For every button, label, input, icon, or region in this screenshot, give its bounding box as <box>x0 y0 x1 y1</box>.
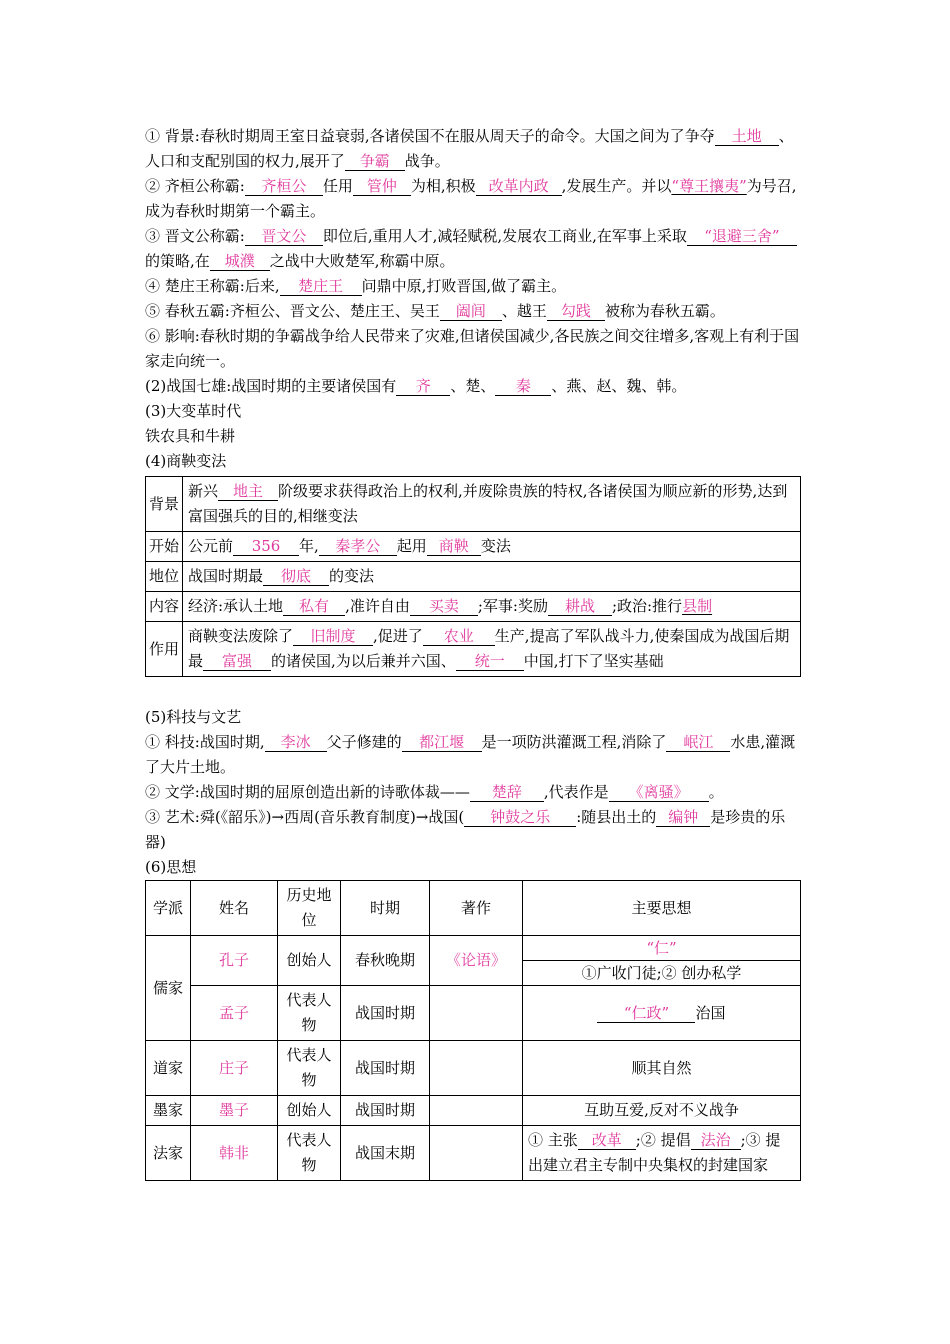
answer-blank: 齐桓公 <box>261 177 307 195</box>
school-cell: 墨家 <box>146 1096 191 1126</box>
table-row <box>146 1096 801 1126</box>
answer-blank: 改革内政 <box>488 177 549 195</box>
table-row <box>146 936 801 961</box>
technology-line: ① 科技:战国时期, 李冰 父子修建的 都江堰 是一项防洪灌溉工程,消除了 岷江 水患,灌溉了大片土地。 <box>145 733 796 776</box>
qi-huangong-line: ② 齐桓公称霸: 齐桓公 任用 管仲 为相,积极 改革内政 ,发展生产。并以“尊王攘夷”为号召,成为春秋时期第一个霸主。 <box>145 177 797 220</box>
thought-schools-table <box>145 880 801 1181</box>
answer-blank: 李冰 <box>280 733 311 751</box>
answer-blank: 商鞅 <box>438 537 469 555</box>
answer-blank: 编钟 <box>668 808 699 826</box>
role-cell: 代表人物 <box>278 1126 341 1181</box>
idea-cell: ①广收门徒;② 创办私学 <box>523 961 801 986</box>
section-heading: (5)科技与文艺 <box>145 708 242 726</box>
work-cell <box>430 1096 523 1126</box>
idea-cell: 互助互爱,反对不义战争 <box>523 1096 801 1126</box>
table-cell: 战国时期最 彻底 的变法 <box>183 562 801 592</box>
role-cell: 创始人 <box>278 936 341 986</box>
answer-blank: 勾践 <box>560 302 591 320</box>
table-row <box>146 477 801 532</box>
table-cell: 商鞅变法废除了 旧制度 ,促进了 农业 生产,提高了军队战斗力,使秦国成为战国后期最 富强 的诸侯国,为以后兼并六国、 统一 中国,打下了坚实基础 <box>183 622 801 677</box>
table-row <box>146 1126 801 1181</box>
school-cell: 儒家 <box>146 936 191 1041</box>
name-cell: 韩非 <box>191 1126 278 1181</box>
seven-states-line: (2)战国七雄:战国时期的主要诸侯国有 齐 、楚、 秦 、燕、赵、魏、韩。 <box>145 377 687 395</box>
art-line: ③ 艺术:舜(《韶乐》)→西周(音乐教育制度)→战国( 钟鼓之乐 :随县出土的 编钟 是珍贵的乐器) <box>145 808 786 851</box>
answer-blank: 争霸 <box>359 152 390 170</box>
table-cell: 经济:承认土地 私有 ,准许自由 买卖 ;军事:奖励 耕战 ;政治:推行县制 <box>183 592 801 622</box>
name-cell: 庄子 <box>191 1041 278 1096</box>
answer-blank: “仁政” <box>623 1003 670 1022</box>
table-row <box>146 592 801 622</box>
answer-blank: 土地 <box>731 127 762 145</box>
role-cell: 创始人 <box>278 1096 341 1126</box>
answer-blank: 《离骚》 <box>628 783 689 801</box>
literature-line: ② 文学:战国时期的屈原创造出新的诗歌体裁—— 楚辞 ,代表作是 《离骚》 。 <box>145 783 724 801</box>
table-cell: 公元前 356 年, 秦孝公 起用 商鞅 变法 <box>183 532 801 562</box>
answer-blank: 356 <box>251 537 281 555</box>
chu-zhuangwang-line: ④ 楚庄王称霸:后来, 楚庄王 问鼎中原,打败晋国,做了霸主。 <box>145 277 567 295</box>
column-header: 学派 <box>146 881 191 936</box>
work-cell <box>430 1041 523 1096</box>
work-cell <box>430 1126 523 1181</box>
idea-cell: ① 主张 改革 ;② 提倡 法治 ;③ 提出建立君主专制中央集权的封建国家 <box>523 1126 801 1181</box>
table-row <box>146 562 801 592</box>
idea-cell: “仁政” 治国 <box>523 986 801 1041</box>
table-row <box>146 532 801 562</box>
answer-blank: 管仲 <box>366 177 397 195</box>
answer-blank: “退避三舍” <box>704 227 780 245</box>
answer-blank: 岷江 <box>683 733 714 751</box>
role-cell: 代表人物 <box>278 1041 341 1096</box>
answer-blank: 私有 <box>299 597 330 615</box>
section-heading: (6)思想 <box>145 858 197 876</box>
school-cell: 法家 <box>146 1126 191 1181</box>
idea-cell: 顺其自然 <box>523 1041 801 1096</box>
shang-yang-reform-table <box>145 476 801 677</box>
spacer <box>145 677 805 705</box>
school-cell: 道家 <box>146 1041 191 1096</box>
section-text: 铁农具和牛耕 <box>145 427 236 445</box>
table-header-row <box>146 881 801 936</box>
column-header: 历史地位 <box>278 881 341 936</box>
column-header: 姓名 <box>191 881 278 936</box>
row-header: 背景 <box>146 477 183 532</box>
period-cell: 战国时期 <box>341 986 430 1041</box>
answer-blank: 钟鼓之乐 <box>490 808 551 826</box>
section-heading: (4)商鞅变法 <box>145 452 227 470</box>
work-cell <box>430 986 523 1041</box>
idea-cell: “仁” <box>523 936 801 961</box>
table-row <box>146 986 801 1041</box>
answer-blank: 楚辞 <box>491 783 522 801</box>
answer-blank: 富强 <box>222 652 253 670</box>
answer-blank: 秦 <box>515 377 531 395</box>
answer-blank: 法治 <box>700 1131 731 1149</box>
answer-blank: 彻底 <box>281 567 312 585</box>
period-cell: 战国末期 <box>341 1126 430 1181</box>
answer-blank: 阖闾 <box>455 302 486 320</box>
influence-line: ⑥ 影响:春秋时期的争霸战争给人民带来了灾难,但诸侯国减少,各民族之间交往增多,客观上有利于国家走向统一。 <box>145 327 800 370</box>
table-row <box>146 622 801 677</box>
table-cell: 新兴 地主 阶级要求获得政治上的权利,并废除贵族的特权,各诸侯国为顺应新的形势,达到富国强兵的目的,相继变法 <box>183 477 801 532</box>
answer-blank: 买卖 <box>428 597 459 615</box>
row-header: 作用 <box>146 622 183 677</box>
answer-blank: 农业 <box>443 627 474 645</box>
worksheet-page <box>145 124 805 1181</box>
table-row <box>146 1041 801 1096</box>
jin-wengong-line: ③ 晋文公称霸: 晋文公 即位后,重用人才,减轻赋税,发展农工商业,在军事上采取 “退避三舍”的策略,在 城濮 之战中大败楚军,称霸中原。 <box>145 224 805 274</box>
five-hegemons-line: ⑤ 春秋五霸:齐桓公、晋文公、楚庄王、吴王 阖闾 、越王 勾践 被称为春秋五霸。 <box>145 302 725 320</box>
period-cell: 春秋晚期 <box>341 936 430 986</box>
answer-blank: 秦孝公 <box>335 537 381 555</box>
row-header: 内容 <box>146 592 183 622</box>
answer-blank: 旧制度 <box>310 627 356 645</box>
column-header: 主要思想 <box>523 881 801 936</box>
answer-blank: 城濮 <box>224 252 255 270</box>
role-cell: 代表人物 <box>278 986 341 1041</box>
answer-blank: 地主 <box>233 482 264 500</box>
column-header: 著作 <box>430 881 523 936</box>
background-line: ① 背景:春秋时期周王室日益衰弱,各诸侯国不在服从周天子的命令。大国之间为了争夺 土地 、人口和支配别国的权力,展开了 争霸 战争。 <box>145 127 794 170</box>
answer-blank: “尊王攘夷” <box>671 177 747 195</box>
name-cell: 墨子 <box>191 1096 278 1126</box>
period-cell: 战国时期 <box>341 1041 430 1096</box>
answer-blank: 县制 <box>682 597 713 615</box>
name-cell: 孔子 <box>191 936 278 986</box>
answer-blank: 耕战 <box>564 597 595 615</box>
section-heading: (3)大变革时代 <box>145 402 242 420</box>
answer-blank: 齐 <box>415 377 431 395</box>
row-header: 地位 <box>146 562 183 592</box>
answer-blank: 改革 <box>591 1131 622 1149</box>
name-cell: 孟子 <box>191 986 278 1041</box>
column-header: 时期 <box>341 881 430 936</box>
answer-blank: 楚庄王 <box>298 277 344 295</box>
answer-blank: 统一 <box>474 652 505 670</box>
work-cell: 《论语》 <box>430 936 523 986</box>
answer-blank: 都江堰 <box>419 733 465 751</box>
answer-blank: 晋文公 <box>261 227 307 245</box>
period-cell: 战国时期 <box>341 1096 430 1126</box>
row-header: 开始 <box>146 532 183 562</box>
